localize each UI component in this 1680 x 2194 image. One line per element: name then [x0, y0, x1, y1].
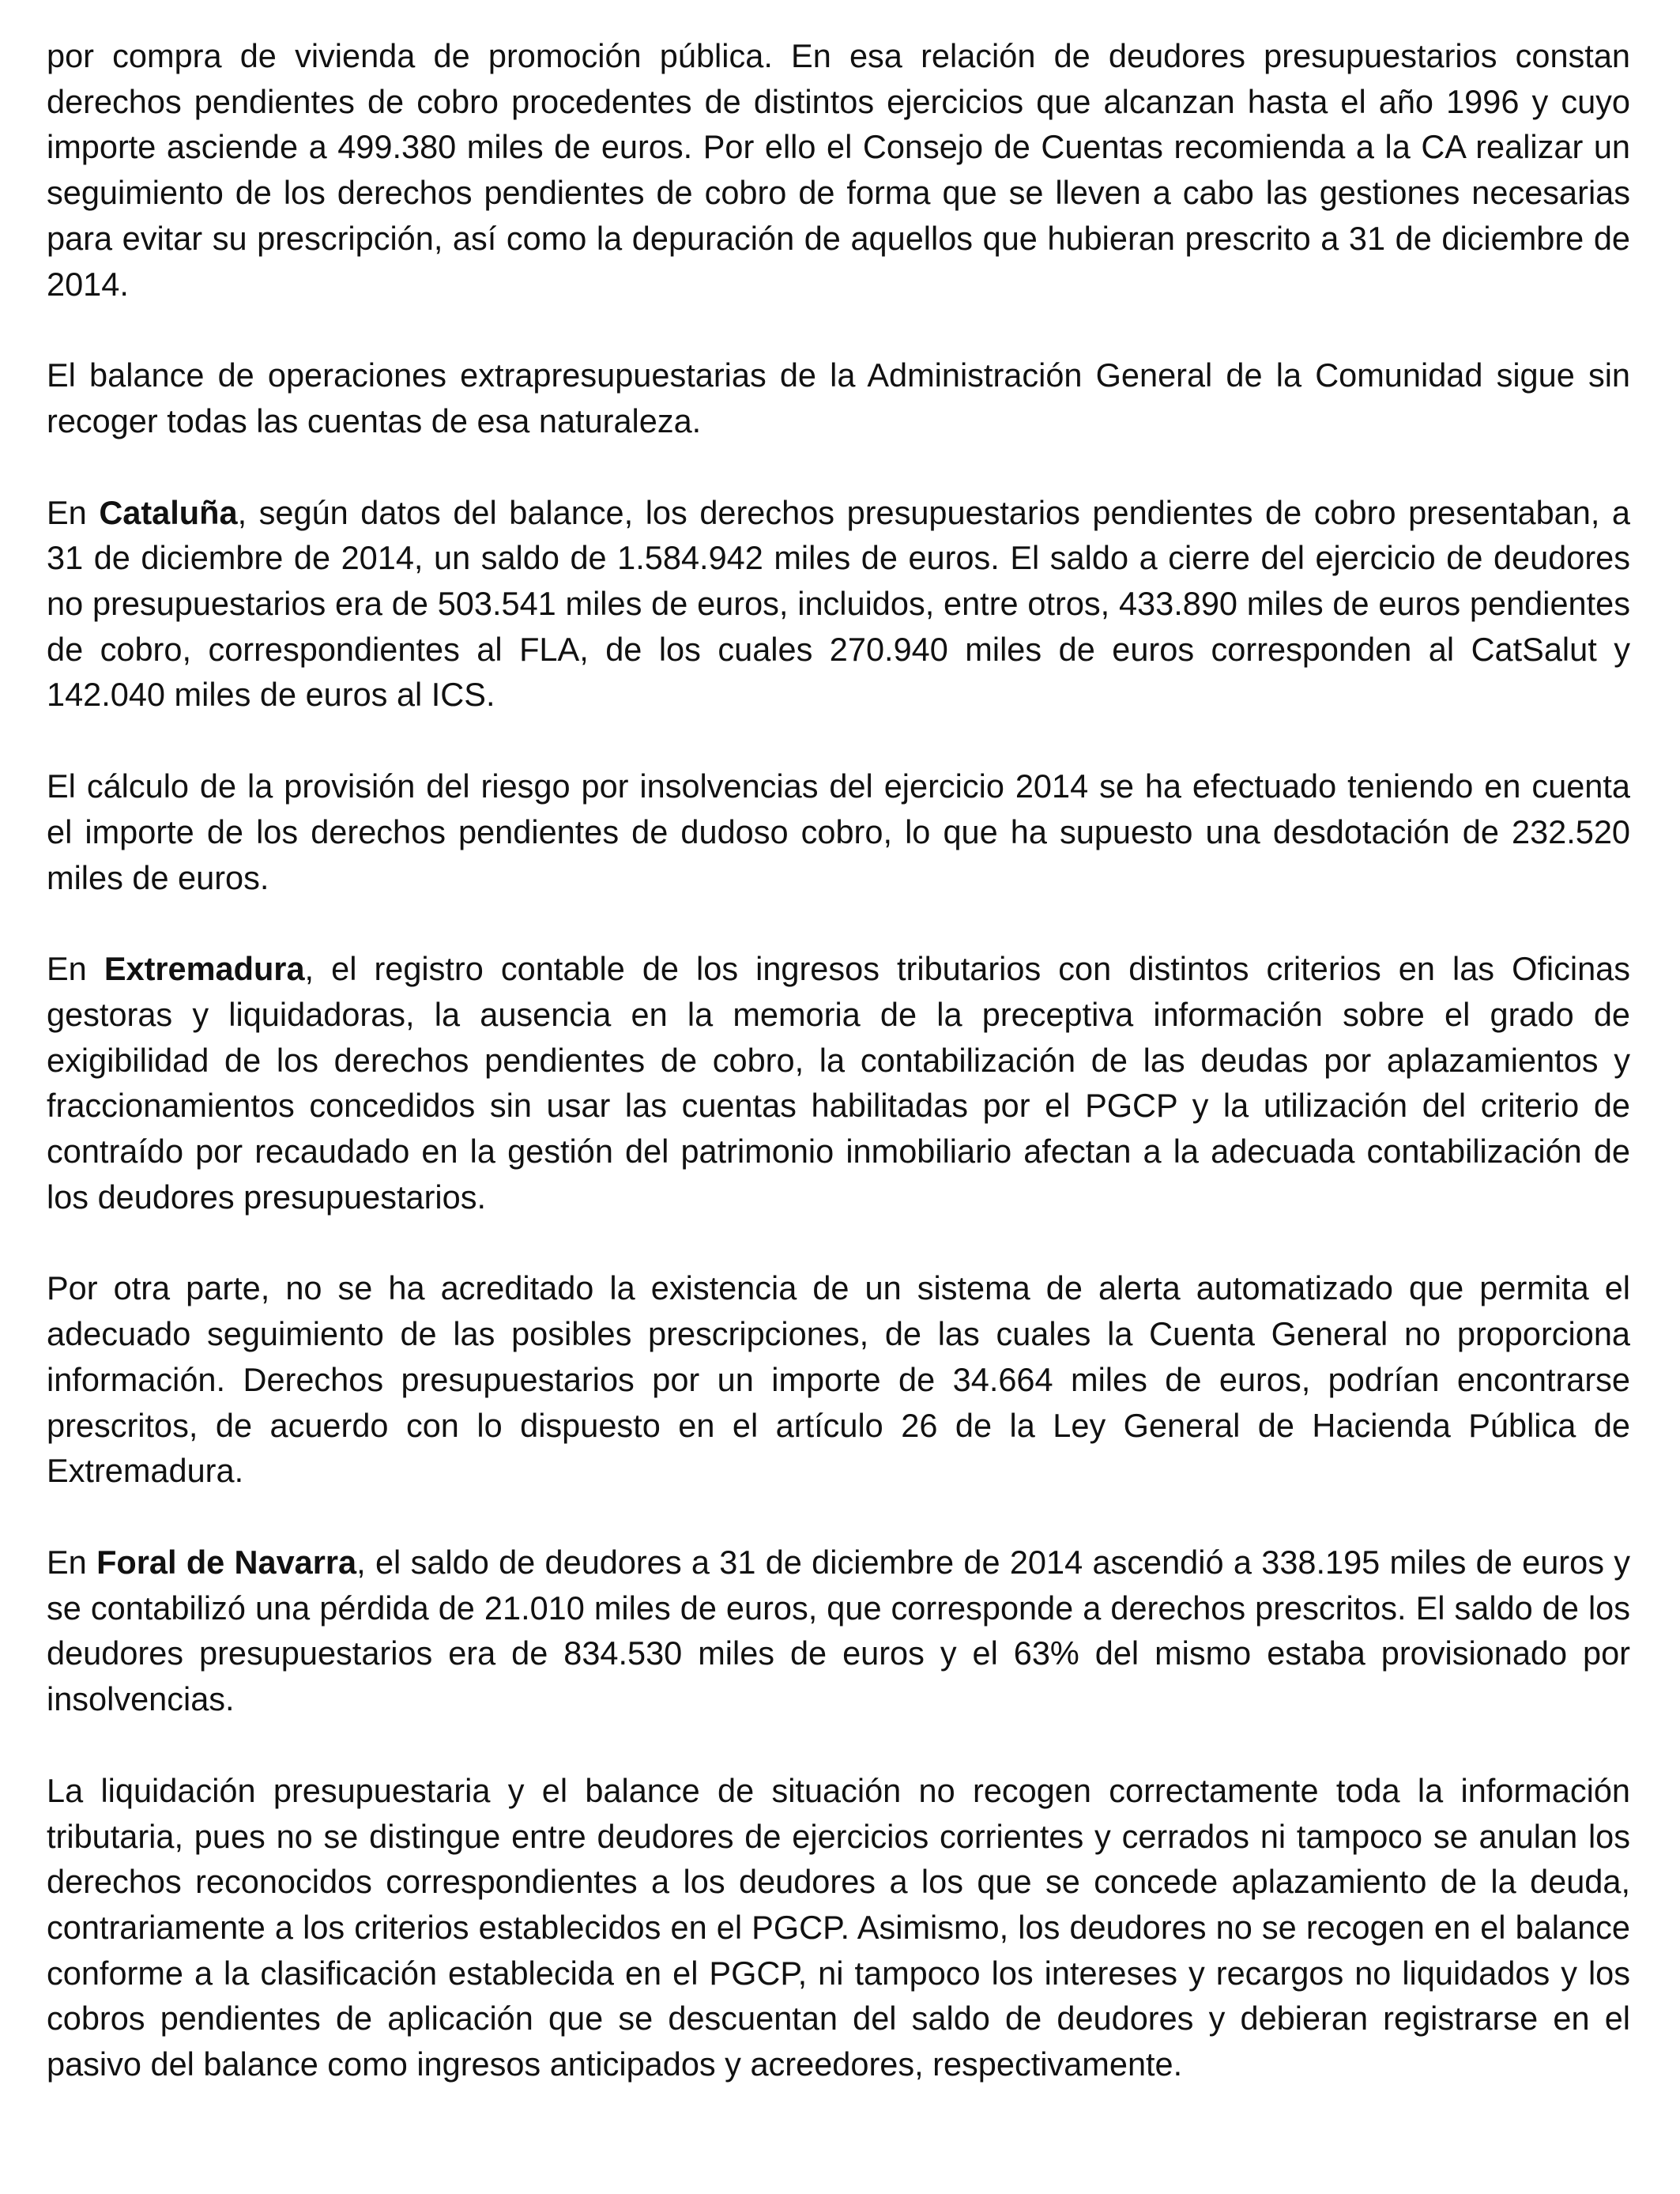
paragraph-4 — [47, 763, 1630, 900]
paragraph-2 — [47, 352, 1630, 443]
paragraph-5-extremadura — [47, 946, 1630, 1220]
paragraph-7-navarra — [47, 1540, 1630, 1722]
paragraph-text: En — [47, 950, 104, 988]
paragraph-text: En — [47, 493, 100, 531]
paragraph-text: , el registro contable de los ingresos tributarios con distintos criterios en las Oficinas gestoras y liquidadoras, la ausencia en la memoria de la preceptiva información sobre el grado de exigibilidad de los derechos pendientes de cobro, la contabilización de las deudas por aplazamientos y fraccionamientos concedidos sin usar las cuentas habilitadas por el PGCP y la utilización del criterio de contraído por recaudado en la gestión del patrimonio inmobiliario afectan a la adecuada contabilización de los deudores presupuestarios. — [47, 950, 1630, 1216]
paragraph-text: La liquidación presupuestaria y el balance de situación no recogen correctamente toda la información tributaria, pues no se distingue entre deudores de ejercicios corrientes y cerrados ni tampoco se anulan los derechos reconocidos correspondientes a los deudores a los que se concede aplazamiento de la deuda, contrariamente a los criterios establecidos en el PGCP. Asimismo, los deudores no se recogen en el balance conforme a la clasificación establecida en el PGCP, ni tampoco los intereses y recargos no liquidados y los cobros pendientes de aplicación que se descuentan del saldo de deudores y debieran registrarse en el pasivo del balance como ingresos anticipados y acreedores, respectivamente. — [47, 1771, 1630, 2083]
paragraph-6 — [47, 1265, 1630, 1494]
region-name-extremadura: Extremadura — [104, 950, 305, 988]
paragraph-text: , el saldo de deudores a 31 de diciembre de 2014 ascendió a 338.195 miles de euros y se contabilizó una pérdida de 21.010 miles de euros, que corresponde a derechos prescritos. El saldo de los deudores presupuestarios era de 834.530 miles de euros y el 63% del mismo estaba provisionado por insolvencias. — [47, 1543, 1630, 1718]
document-page — [47, 33, 1630, 2087]
paragraph-1 — [47, 33, 1630, 307]
paragraph-text: En — [47, 1543, 97, 1581]
paragraph-text: El cálculo de la provisión del riesgo por insolvencias del ejercicio 2014 se ha efectuado teniendo en cuenta el importe de los derechos pendientes de dudoso cobro, lo que ha supuesto una desdotación de 232.520 miles de euros. — [47, 767, 1630, 896]
paragraph-8 — [47, 1768, 1630, 2087]
region-name-cataluna: Cataluña — [99, 493, 238, 531]
paragraph-text: , según datos del balance, los derechos presupuestarios pendientes de cobro presentaban, a 31 de diciembre de 2014, un saldo de 1.584.942 miles de euros. El saldo a cierre del ejercicio de deudores no presupuestarios era de 503.541 miles de euros, incluidos, entre otros, 433.890 miles de euros pendientes de cobro, correspondientes al FLA, de los cuales 270.940 miles de euros corresponden al CatSalut y 142.040 miles de euros al ICS. — [47, 493, 1630, 714]
region-name-navarra: Foral de Navarra — [96, 1543, 357, 1581]
paragraph-text: Por otra parte, no se ha acreditado la existencia de un sistema de alerta automatizado que permita el adecuado seguimiento de las posibles prescripciones, de las cuales la Cuenta General no proporciona información. Derechos presupuestarios por un importe de 34.664 miles de euros, podrían encontrarse prescritos, de acuerdo con lo dispuesto en el artículo 26 de la Ley General de Hacienda Pública de Extremadura. — [47, 1269, 1630, 1490]
paragraph-text: por compra de vivienda de promoción pública. En esa relación de deudores presupuestarios constan derechos pendientes de cobro procedentes de distintos ejercicios que alcanzan hasta el año 1996 y cuyo importe asciende a 499.380 miles de euros. Por ello el Consejo de Cuentas recomienda a la CA realizar un seguimiento de los derechos pendientes de cobro de forma que se lleven a cabo las gestiones necesarias para evitar su prescripción, así como la depuración de aquellos que hubieran prescrito a 31 de diciembre de 2014. — [47, 37, 1630, 303]
paragraph-3-cataluna — [47, 490, 1630, 718]
paragraph-text: El balance de operaciones extrapresupuestarias de la Administración General de la Comunidad sigue sin recoger todas las cuentas de esa naturaleza. — [47, 356, 1630, 439]
